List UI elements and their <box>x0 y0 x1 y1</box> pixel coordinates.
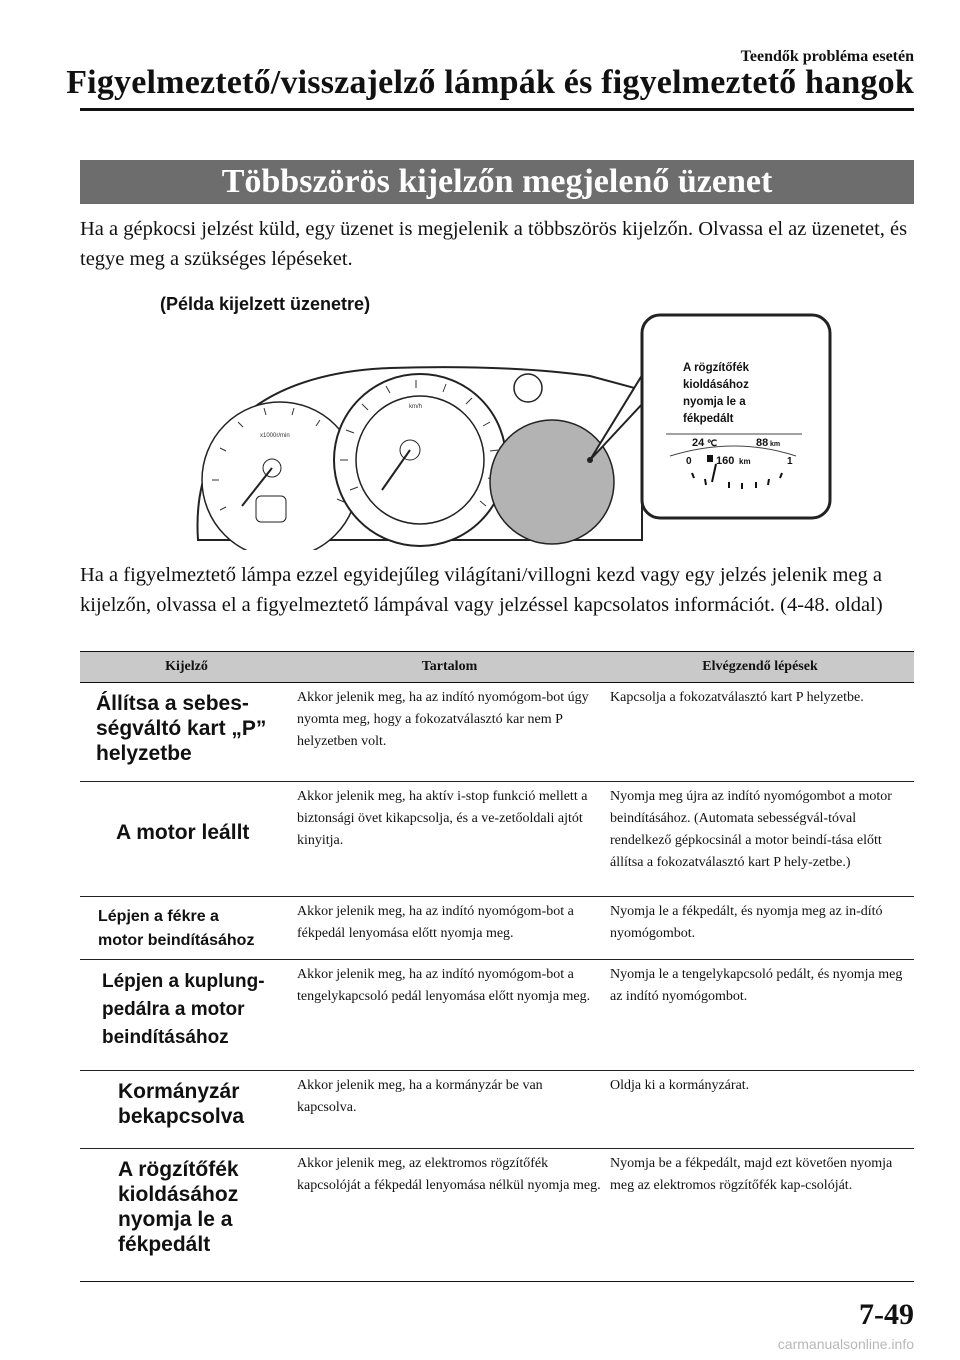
header-action: Elvégzendő lépések <box>606 652 914 683</box>
display-message-line-4: fékpedált <box>683 413 734 425</box>
temperature-unit: ℃ <box>707 438 718 448</box>
tacho-unit-label: x1000r/min <box>260 433 290 439</box>
display-message-line-2: kioldásához <box>683 379 749 391</box>
action-cell: Nyomja meg újra az indító nyomógombot a motor beindításához. (Automata sebességvál-tóval rendelkező gépkocsinál a motor beindí-tása előtt állítsa a fokozatválasztó kart P hely-zetbe.) <box>606 782 914 897</box>
action-cell: Nyomja le a fékpedált, és nyomja meg az in-dító nyomógombot. <box>606 897 914 960</box>
content-cell: Akkor jelenik meg, ha aktív i-stop funkció mellett a biztonsági övet kikapcsolja, és a ve-zetőoldali ajtót kinyitja. <box>293 782 606 897</box>
header-content: Tartalom <box>293 652 606 683</box>
display-message-cell <box>80 897 293 960</box>
odometer-unit: km <box>739 457 751 466</box>
table-row <box>80 960 914 1071</box>
action-cell: Nyomja le a tengelykapcsoló pedált, és nyomja meg az indító nyomógombot. <box>606 960 914 1071</box>
display-text-line: Kormányzár <box>118 1080 240 1103</box>
display-text-line: nyomja le a <box>118 1208 233 1231</box>
display-message-cell <box>80 683 293 782</box>
chapter-title: Figyelmeztető/visszajelző lámpák és figyelmeztető hangok <box>66 64 914 101</box>
display-message-line-3: nyomja le a <box>683 396 746 408</box>
display-message-cell <box>80 960 293 1071</box>
fuel-pump-icon <box>707 455 713 462</box>
display-text-line: bekapcsolva <box>118 1105 245 1128</box>
display-text-line: fékpedált <box>118 1233 211 1256</box>
table-header-row <box>80 652 914 683</box>
figure-caption: (Példa kijelzett üzenetre) <box>160 294 371 314</box>
header-rule <box>80 108 914 111</box>
range-unit: km <box>770 441 781 448</box>
table-row <box>80 897 914 960</box>
temperature-value: 24 <box>692 437 705 449</box>
display-text-line: beindításához <box>102 1027 229 1048</box>
content-cell: Akkor jelenik meg, ha az indító nyomógom-bot úgy nyomta meg, hogy a fokozatválasztó kar nem P helyzetben volt. <box>293 683 606 782</box>
content-cell: Akkor jelenik meg, ha a kormányzár be van kapcsolva. <box>293 1071 606 1149</box>
display-message-line-1: A rögzítőfék <box>683 362 750 374</box>
header-display: Kijelző <box>80 652 293 683</box>
message-table <box>80 651 914 1282</box>
table-row <box>80 782 914 897</box>
fuel-scale-left: 0 <box>686 456 692 467</box>
small-indicator <box>256 496 286 522</box>
table-row <box>80 1149 914 1282</box>
display-message-cell <box>80 1071 293 1149</box>
multi-info-display <box>490 420 614 544</box>
speed-unit-label: km/h <box>409 404 423 410</box>
watermark-text: carmanualsonline.info <box>777 1336 914 1352</box>
table-row <box>80 1071 914 1149</box>
page-number: 7-49 <box>859 1298 914 1331</box>
table-row <box>80 683 914 782</box>
display-text-line: A motor leállt <box>116 821 250 844</box>
content-cell: Akkor jelenik meg, ha az indító nyomógom-bot a fékpedál lenyomása előtt nyomja meg. <box>293 897 606 960</box>
callout-box <box>642 315 830 518</box>
warning-paragraph: Ha a figyelmeztető lámpa ezzel egyidejűleg világítani/villogni kezd vagy egy jelzés jelenik meg a kijelzőn, olvassa el a figyelmeztető lámpával vagy jelzéssel kapcsolatos információt. (4-48. oldal) <box>80 564 883 616</box>
display-text-line: helyzetbe <box>96 742 192 765</box>
action-cell: Kapcsolja a fokozatválasztó kart P helyzetbe. <box>606 683 914 782</box>
intro-paragraph: Ha a gépkocsi jelzést küld, egy üzenet is megjelenik a többszörös kijelzőn. Olvassa el az üzenetet, és tegye meg a szükséges lépéseket. <box>80 218 908 270</box>
display-text-line: pedálra a motor <box>102 999 245 1020</box>
chapter-subtitle: Teendők probléma esetén <box>740 48 914 65</box>
speedometer-inner-ring <box>356 396 484 524</box>
display-text-line: Lépjen a fékre a <box>98 908 219 925</box>
display-text-line: ségváltó kart „P” <box>96 717 267 740</box>
side-gauge <box>514 374 542 402</box>
action-cell: Nyomja be a fékpedált, majd ezt követően nyomja meg az elektromos rögzítőfék kap-csolóját. <box>606 1149 914 1282</box>
content-cell: Akkor jelenik meg, az elektromos rögzítőfék kapcsolóját a fékpedál lenyomása nélkül nyomja meg. <box>293 1149 606 1282</box>
display-text-line: motor beindításához <box>98 932 255 949</box>
display-message-cell <box>80 782 293 897</box>
section-title: Többszörös kijelzőn megjelenő üzenet <box>80 160 914 204</box>
display-text-line: Lépjen a kuplung- <box>102 971 265 992</box>
display-message-cell <box>80 1149 293 1282</box>
action-cell: Oldja ki a kormányzárat. <box>606 1071 914 1149</box>
display-text-line: A rögzítőfék <box>118 1158 239 1181</box>
display-text-line: Állítsa a sebes- <box>96 692 249 715</box>
odometer-value: 160 <box>716 455 735 467</box>
content-cell: Akkor jelenik meg, ha az indító nyomógom-bot a tengelykapcsoló pedál lenyomása előtt nyomja meg. <box>293 960 606 1071</box>
display-text-line: kioldásához <box>118 1183 239 1206</box>
fuel-scale-right: 1 <box>787 456 793 467</box>
instrument-cluster-figure <box>190 310 840 550</box>
range-value: 88 <box>756 437 769 449</box>
